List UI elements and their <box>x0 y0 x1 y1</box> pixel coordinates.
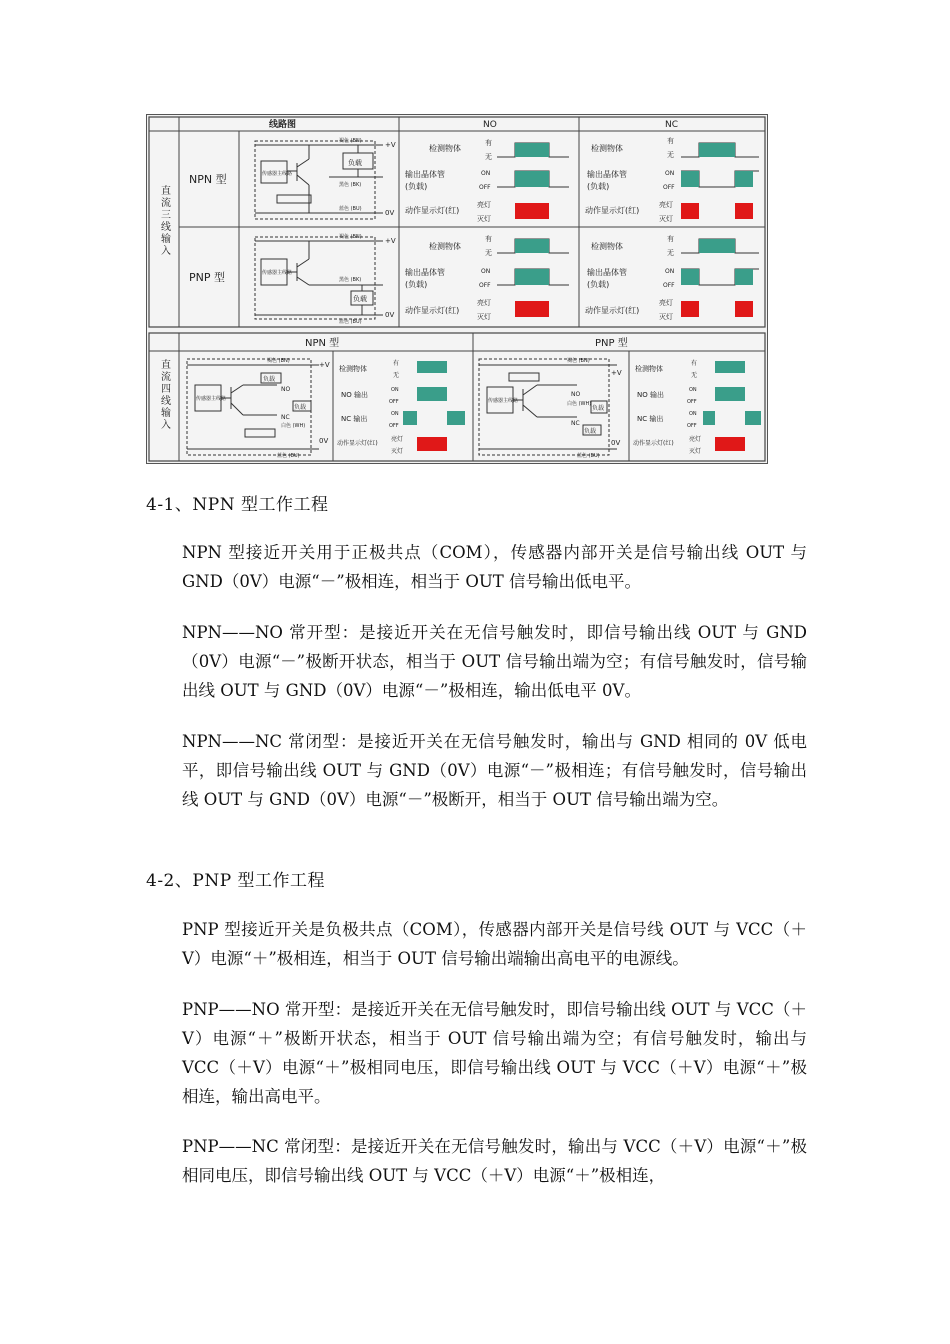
paragraph-pnp-no: PNP——NO 常开型：是接近开关在无信号触发时，即信号输出线 OUT 与 VCC（＋V）电源“＋”极断开状态，相当于 OUT 信号输出端为空；有信号触发时，输出与 VCC（＋V）电源“＋”极相同电压，即信号输出线 OUT 与 VCC（＋V）电源“＋”极相连，输出高电平。 <box>182 1000 807 1106</box>
pnp4-label-load-2: 负载 <box>584 428 597 435</box>
npn4-detect-pulse <box>417 361 447 373</box>
pnp4-label-sensor: 传感器主线路 <box>488 398 519 404</box>
pnp4-label-blue: 蓝色 (BU) <box>577 453 600 459</box>
paragraph-npn-nc: NPN——NC 常闭型：是接近开关在无信号触发时，输出与 GND 相同的 0V 低电平，即信号输出线 OUT 与 GND（0V）电源“－”极相连；有信号触发时，信号输出线 OUT 与 GND（0V）电源“－”极断开，相当于 OUT 信号输出端为空。 <box>182 732 807 809</box>
pnp4-no-out-label: NO 输出 <box>637 391 664 399</box>
pnp3-label-brown: 褐色 (BN) <box>339 234 362 240</box>
pnp4-dark: 灭灯 <box>689 448 702 455</box>
npn4-label-plusv: +V <box>319 361 330 369</box>
pnp4-have: 有 <box>691 360 698 367</box>
npn-nc-output-pulse-a <box>681 171 699 187</box>
pnp4-label-0v: 0V <box>611 439 621 447</box>
pnp-no-output-load: (负载) <box>405 280 428 289</box>
npn4-label-brown: 褐色 (BN) <box>267 358 290 364</box>
paragraph-npn-intro: NPN 型接近开关用于正极共点（COM），传感器内部开关是信号输出线 OUT 与 GND（0V）电源“－”极相连，相当于 OUT 信号输出低电平。 <box>182 543 807 591</box>
pnp4-led-pulse <box>715 437 745 451</box>
npn-nc-led-pulse-b <box>735 203 753 219</box>
npn4-label-load-1: 负载 <box>263 376 276 383</box>
paragraph-npn-no: NPN——NO 常开型：是接近开关在无信号触发时，即信号输出线 OUT 与 GND（0V）电源“－”极断开状态，相当于 OUT 信号输出端为空；有信号触发时，信号输出线 OUT 与 GND（0V）电源“－”极相连，输出低电平 0V。 <box>182 623 807 700</box>
pnp-nc-output-label: 输出晶体管 <box>587 268 627 277</box>
pnp-nc-on: ON <box>665 268 675 275</box>
npn4-dark: 灭灯 <box>391 448 404 455</box>
paragraph-pnp-intro: PNP 型接近开关是负极共点（COM），传感器内部开关是信号线 OUT 与 VCC（＋V）电源“＋”极相连，相当于 OUT 信号输出端输出高电平的电源线。 <box>182 920 807 968</box>
pnp4-nc-pulse-a <box>703 411 715 425</box>
npn-no-output-load: (负载) <box>405 182 428 191</box>
pnp-nc-output-load: (负载) <box>587 280 610 289</box>
npn-nc-led-pulse-a <box>681 203 699 219</box>
pnp-nc-none: 无 <box>667 249 674 257</box>
npn-nc-none: 无 <box>667 151 674 159</box>
pnp4-detect-label: 检测物体 <box>635 365 663 373</box>
header-no: NO <box>483 120 497 130</box>
group-label-4wire: 直流四线输入 <box>158 359 170 431</box>
npn-nc-have: 有 <box>667 137 674 145</box>
npn-no-off: OFF <box>479 184 491 191</box>
npn4-no-out-label: NO 输出 <box>341 391 368 399</box>
npn-nc-output-load: (负载) <box>587 182 610 191</box>
pnp-no-have: 有 <box>485 235 492 243</box>
npn4-led-label: 动作显示灯(红) <box>337 440 378 447</box>
npn-no-detect-pulse <box>515 143 549 157</box>
npn3-label-plusv: +V <box>385 141 396 149</box>
npn4-none: 无 <box>393 372 400 379</box>
pnp4-nc-off: OFF <box>687 423 697 429</box>
pnp4-nc-pulse-b <box>745 411 761 425</box>
header-pnp-4wire: PNP 型 <box>595 338 628 349</box>
npn-nc-detect-pulse <box>699 143 735 157</box>
pnp4-no-on: ON <box>689 387 697 393</box>
npn4-label-0v: 0V <box>319 437 329 445</box>
paragraph-pnp-nc: PNP——NC 常闭型：是接近开关在无信号触发时，输出与 VCC（＋V）电源“＋”极相同电压，即信号输出线 OUT 与 VCC（＋V）电源“＋”极相连， <box>182 1137 807 1185</box>
npn-nc-detect-label: 检测物体 <box>591 144 623 153</box>
npn-no-none: 无 <box>485 153 492 161</box>
pnp4-no-pulse <box>715 387 745 401</box>
type-label-pnp: PNP 型 <box>189 271 225 284</box>
pnp-nc-have: 有 <box>667 235 674 243</box>
pnp4-label-load-1: 负载 <box>592 405 605 412</box>
npn3-label-load: 负载 <box>348 159 362 167</box>
npn-no-have: 有 <box>485 139 492 147</box>
type-label-npn: NPN 型 <box>189 173 227 186</box>
pnp4-nc-out-label: NC 输出 <box>637 415 664 423</box>
section-heading-npn: 4-1、NPN 型工作工程 <box>146 495 329 515</box>
pnp4-label-white: 白色 (WH) <box>567 401 592 407</box>
pnp-no-detect-pulse <box>515 239 549 253</box>
pnp-nc-lit: 亮灯 <box>659 299 673 307</box>
pnp3-label-load: 负载 <box>353 295 367 303</box>
npn4-no-on: ON <box>391 387 399 393</box>
npn-nc-output-label: 输出晶体管 <box>587 170 627 179</box>
pnp4-label-brown: 褐色 (BN) <box>567 358 590 364</box>
npn4-label-blue: 蓝色 (BU) <box>277 453 300 459</box>
pnp-no-on: ON <box>481 268 491 275</box>
npn-no-on: ON <box>481 170 491 177</box>
pnp-nc-led-label: 动作显示灯(红) <box>585 306 640 315</box>
npn-no-led-pulse <box>515 203 549 219</box>
npn4-nc-pulse-a <box>403 411 417 425</box>
npn3-label-black: 黑色 (BK) <box>339 182 362 188</box>
npn-no-dark: 灭灯 <box>477 215 491 223</box>
pnp4-label-nc: NC <box>571 420 580 427</box>
pnp4-detect-pulse <box>715 361 745 373</box>
pnp3-label-sensor: 传感器主线路 <box>262 270 293 276</box>
npn3-label-sensor: 传感器主线路 <box>262 171 293 177</box>
pnp-nc-off: OFF <box>663 282 675 289</box>
pnp-no-led-pulse <box>515 301 549 317</box>
pnp3-label-plusv: +V <box>385 237 396 245</box>
pnp-nc-detect-label: 检测物体 <box>591 242 623 251</box>
pnp4-none: 无 <box>691 372 698 379</box>
section-heading-pnp: 4-2、PNP 型工作工程 <box>146 871 326 891</box>
npn4-label-nc: NC <box>281 414 290 421</box>
pnp-nc-led-pulse-a <box>681 301 699 317</box>
npn4-detect-label: 检测物体 <box>339 365 367 373</box>
pnp-no-none: 无 <box>485 249 492 257</box>
npn4-no-off: OFF <box>389 399 399 405</box>
npn-no-output-pulse <box>515 171 549 187</box>
npn4-led-pulse <box>417 437 447 451</box>
npn-nc-led-label: 动作显示灯(红) <box>585 206 640 215</box>
npn-nc-on: ON <box>665 170 675 177</box>
npn3-label-0v: 0V <box>385 209 395 217</box>
pnp4-label-no: NO <box>571 391 581 398</box>
npn-no-led-label: 动作显示灯(红) <box>405 206 460 215</box>
npn4-lit: 亮灯 <box>391 436 404 443</box>
pnp3-label-0v: 0V <box>385 311 395 319</box>
npn4-nc-on: ON <box>391 411 399 417</box>
npn4-label-load-2: 负载 <box>294 404 307 411</box>
pnp-nc-output-pulse-b <box>735 269 753 285</box>
npn4-nc-pulse-b <box>447 411 465 425</box>
npn-no-detect-label: 检测物体 <box>429 144 461 153</box>
pnp-no-output-pulse <box>515 269 549 285</box>
pnp-no-output-label: 输出晶体管 <box>405 268 445 277</box>
pnp-no-led-label: 动作显示灯(红) <box>405 306 460 315</box>
npn-nc-lit: 亮灯 <box>659 201 673 209</box>
header-circuit: 线路图 <box>269 120 297 130</box>
pnp-nc-dark: 灭灯 <box>659 313 673 321</box>
npn4-label-no: NO <box>281 386 291 393</box>
pnp-nc-detect-pulse <box>699 239 735 253</box>
pnp-no-dark: 灭灯 <box>477 313 491 321</box>
pnp3-label-black: 黑色 (BK) <box>339 277 362 283</box>
npn-nc-off: OFF <box>663 184 675 191</box>
pnp-nc-output-pulse-a <box>681 269 699 285</box>
wiring-diagram-figure <box>146 114 768 464</box>
pnp4-no-off: OFF <box>687 399 697 405</box>
npn3-label-blue: 蓝色 (BU) <box>339 206 362 212</box>
pnp-no-detect-label: 检测物体 <box>429 242 461 251</box>
npn4-nc-out-label: NC 输出 <box>341 415 368 423</box>
npn4-have: 有 <box>393 360 400 367</box>
npn-no-output-label: 输出晶体管 <box>405 170 445 179</box>
group-label-3wire: 直流三线输入 <box>158 185 170 257</box>
pnp4-led-label: 动作显示灯(红) <box>633 440 674 447</box>
npn-no-lit: 亮灯 <box>477 201 491 209</box>
npn4-label-sensor: 传感器主线路 <box>196 396 227 402</box>
header-npn-4wire: NPN 型 <box>305 338 340 349</box>
npn3-label-brown: 褐色 (BN) <box>339 138 362 144</box>
pnp4-nc-on: ON <box>689 411 697 417</box>
header-nc: NC <box>665 120 679 130</box>
pnp3-label-blue: 蓝色 (BU) <box>339 319 362 325</box>
pnp-no-off: OFF <box>479 282 491 289</box>
pnp4-lit: 亮灯 <box>689 436 702 443</box>
npn4-label-white: 白色 (WH) <box>281 423 306 429</box>
npn4-nc-off: OFF <box>389 423 399 429</box>
npn-nc-output-pulse-b <box>735 171 753 187</box>
pnp-nc-led-pulse-b <box>735 301 753 317</box>
npn-nc-dark: 灭灯 <box>659 215 673 223</box>
pnp4-label-plusv: +V <box>611 369 622 377</box>
npn4-no-pulse <box>417 387 447 401</box>
pnp-no-lit: 亮灯 <box>477 299 491 307</box>
